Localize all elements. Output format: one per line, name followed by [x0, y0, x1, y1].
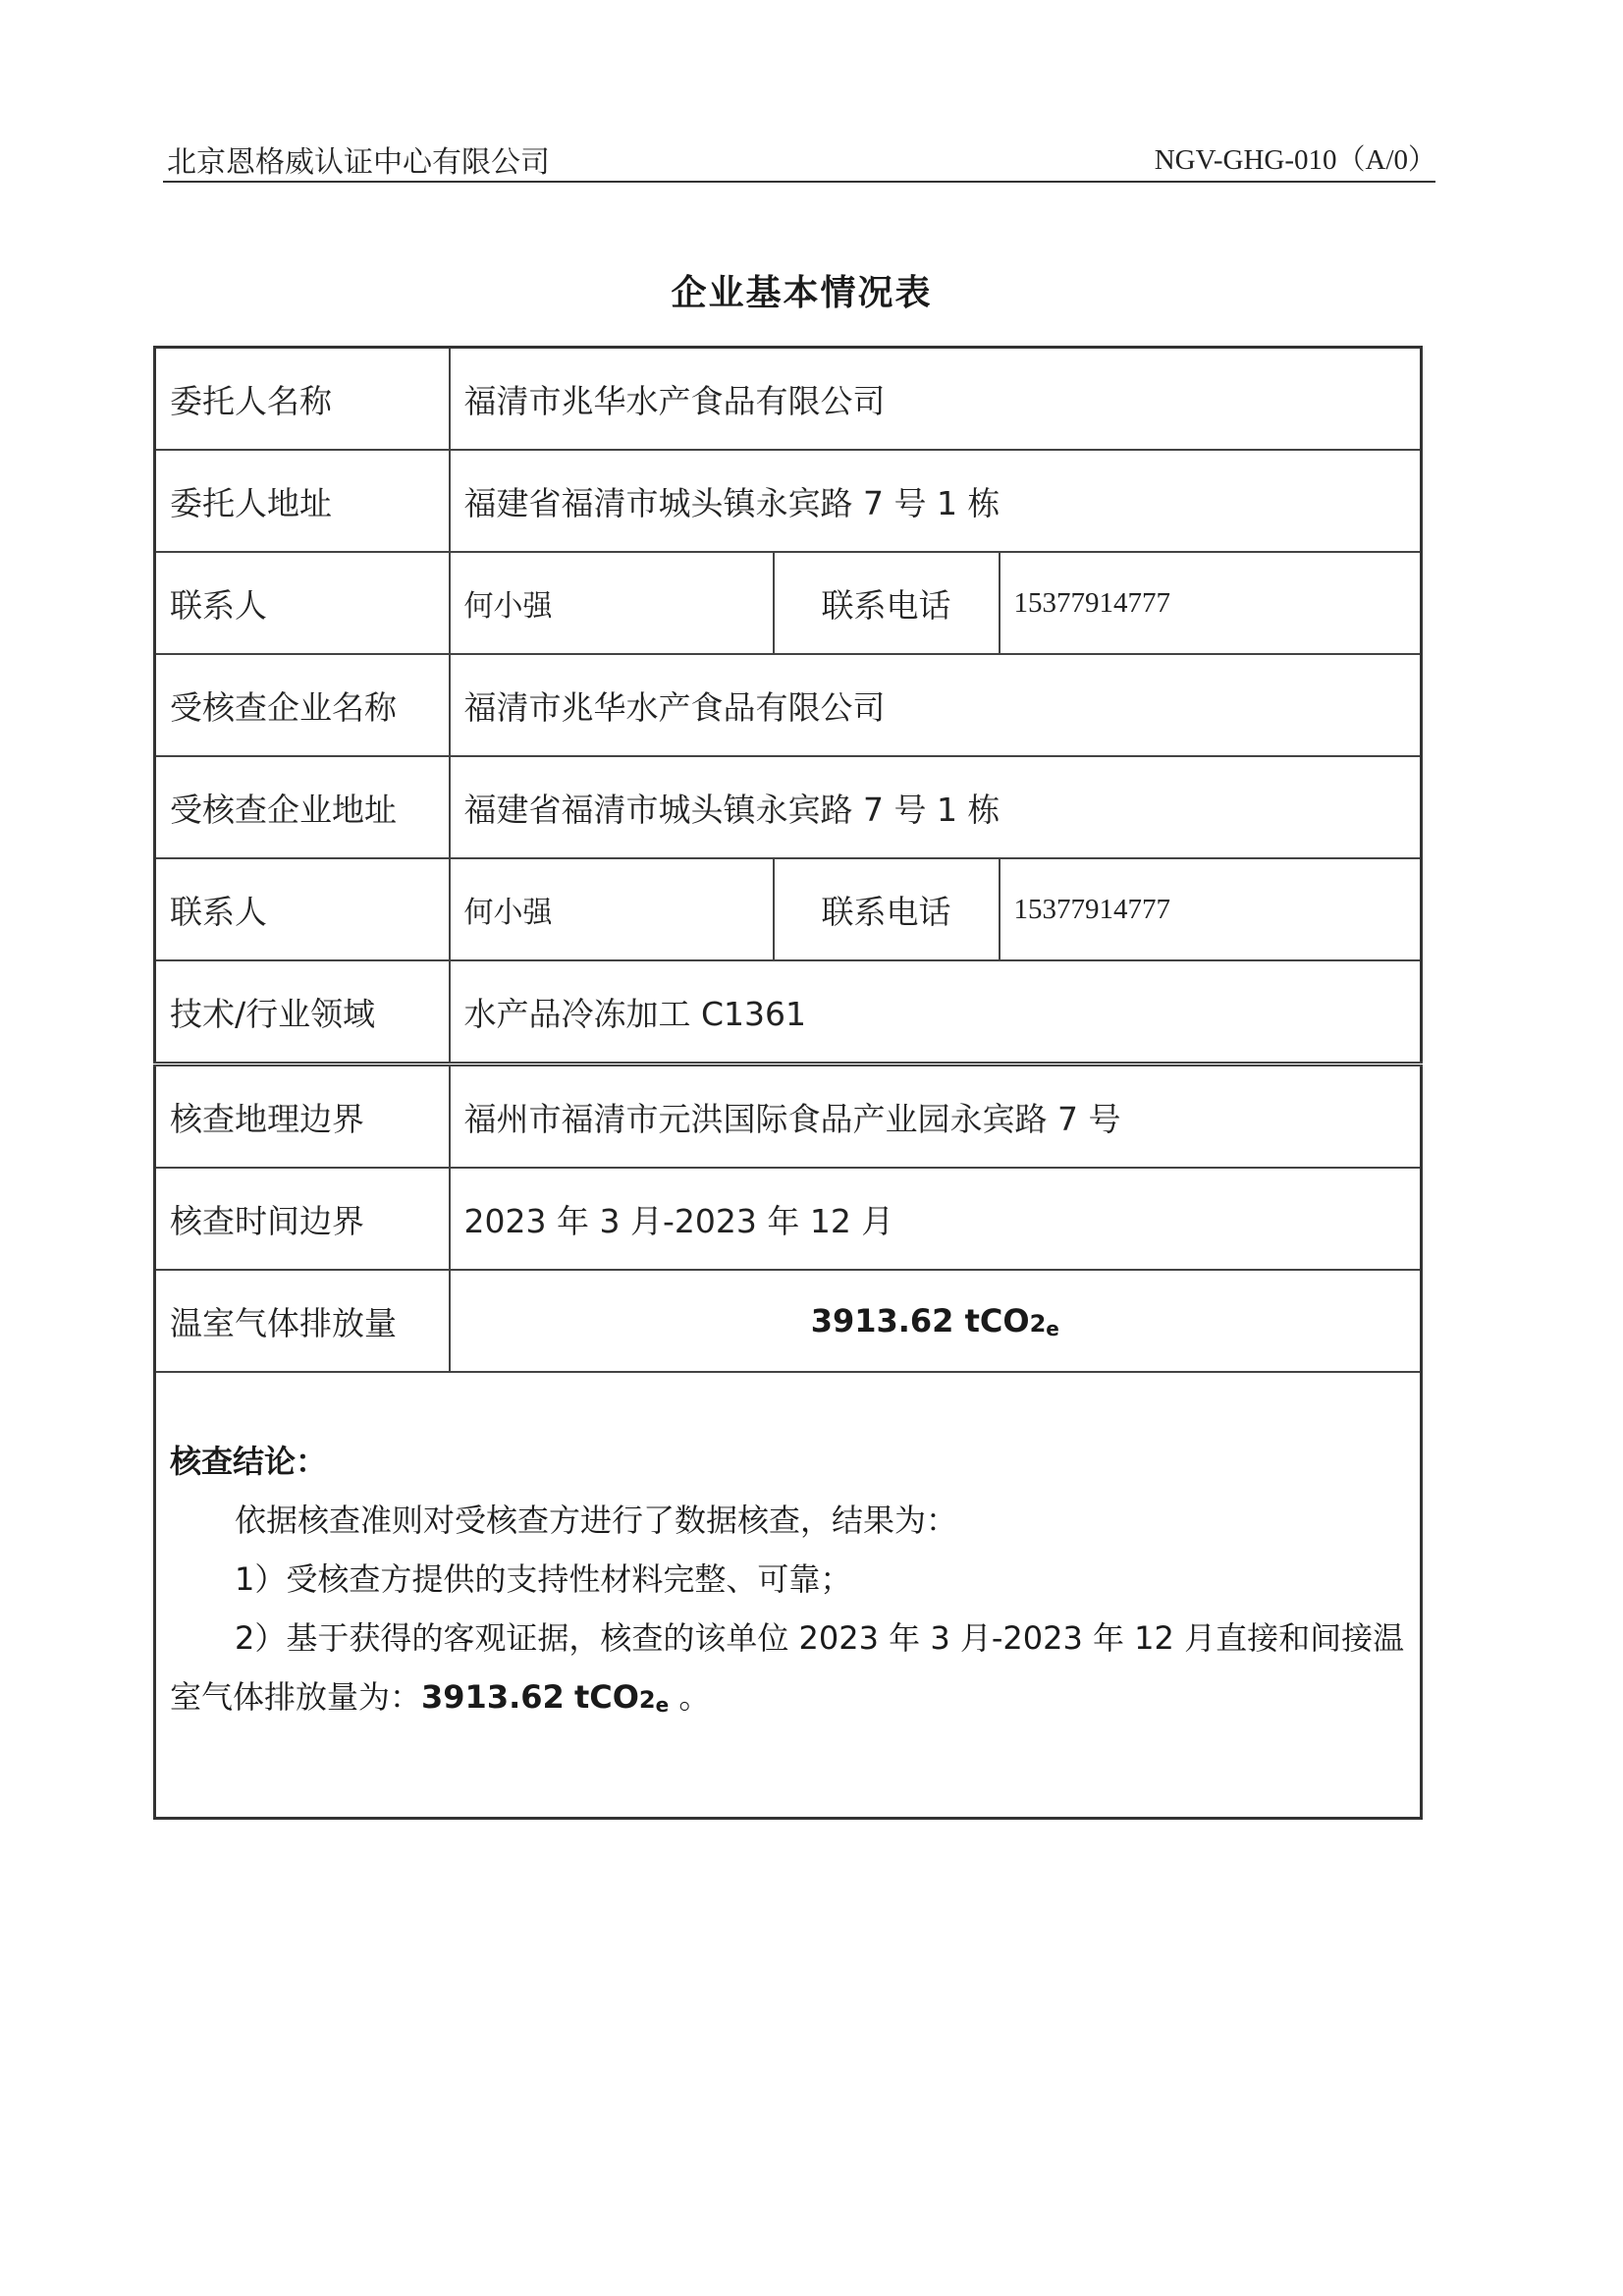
geo-boundary-value: 福州市福清市元洪国际食品产业园永宾路 7 号 [450, 1065, 1422, 1169]
conclusion-unit-main: tCO [573, 1678, 639, 1716]
enterprise-info-table [153, 346, 1423, 1820]
row-client-name [155, 348, 1422, 451]
header-org-name: 北京恩格威认证中心有限公司 [167, 145, 550, 180]
conclusion-unit-sub2: 2 [638, 1686, 656, 1714]
geo-boundary-label: 核查地理边界 [155, 1065, 450, 1169]
emissions-unit-sube: e [1046, 1316, 1059, 1340]
row-conclusion [155, 1372, 1422, 1819]
industry-label: 技术/行业领域 [155, 960, 450, 1065]
client-address-value: 福建省福清市城头镇永宾路 7 号 1 栋 [450, 450, 1422, 552]
header-doc-code: NGV-GHG-010（A/0） [1154, 144, 1436, 176]
verified-phone-value: 15377914777 [1000, 858, 1422, 960]
conclusion-title: 核查结论： [170, 1443, 328, 1480]
row-client-address [155, 450, 1422, 552]
emissions-unit-sub2: 2 [1029, 1309, 1047, 1338]
conclusion-cell [155, 1372, 1422, 1819]
client-contact-value: 何小强 [450, 552, 774, 654]
time-boundary-value: 2023 年 3 月-2023 年 12 月 [450, 1168, 1422, 1270]
emissions-label: 温室气体排放量 [155, 1270, 450, 1372]
header-divider [163, 181, 1435, 183]
row-verified-name [155, 654, 1422, 756]
industry-value: 水产品冷冻加工 C1361 [450, 960, 1422, 1065]
conclusion-unit-sube: e [655, 1693, 670, 1717]
verified-address-value: 福建省福清市城头镇永宾路 7 号 1 栋 [450, 756, 1422, 858]
row-client-contact [155, 552, 1422, 654]
client-name-value: 福清市兆华水产食品有限公司 [450, 348, 1422, 451]
client-phone-label: 联系电话 [774, 552, 1000, 654]
verified-contact-value: 何小强 [450, 858, 774, 960]
document-title: 企业基本情况表 [671, 273, 933, 313]
conclusion-item-2-number: 3913.62 [421, 1678, 565, 1716]
verified-name-label: 受核查企业名称 [155, 654, 450, 756]
row-industry [155, 960, 1422, 1065]
client-contact-label: 联系人 [155, 552, 450, 654]
client-address-label: 委托人地址 [155, 450, 450, 552]
verified-name-value: 福清市兆华水产食品有限公司 [450, 654, 1422, 756]
emissions-value [450, 1270, 1422, 1372]
verified-phone-label: 联系电话 [774, 858, 1000, 960]
row-verified-contact [155, 858, 1422, 960]
emissions-number: 3913.62 [810, 1301, 954, 1339]
conclusion-item-2-end: 。 [678, 1678, 711, 1716]
row-geo-boundary [155, 1065, 1422, 1169]
time-boundary-label: 核查时间边界 [155, 1168, 450, 1270]
emissions-unit [965, 1302, 1059, 1339]
row-time-boundary [155, 1168, 1422, 1270]
verified-contact-label: 联系人 [155, 858, 450, 960]
verified-address-label: 受核查企业地址 [155, 756, 450, 858]
conclusion-item-1: 1）受核查方提供的支持性材料完整、可靠； [235, 1560, 852, 1598]
client-name-label: 委托人名称 [155, 348, 450, 451]
emissions-unit-main: tCO [964, 1301, 1030, 1339]
row-verified-address [155, 756, 1422, 858]
conclusion-item-2-unit [574, 1678, 669, 1716]
conclusion-item-2-text: 2）基于获得的客观证据，核查的该单位 2023 年 3 月-2023 年 12 月直接和间接温室气体排放量为： [170, 1619, 1405, 1716]
conclusion-intro: 依据核查准则对受核查方进行了数据核查，结果为： [235, 1502, 958, 1539]
client-phone-value: 15377914777 [1000, 552, 1422, 654]
conclusion-item-2 [170, 1609, 1414, 1734]
row-emissions [155, 1270, 1422, 1372]
